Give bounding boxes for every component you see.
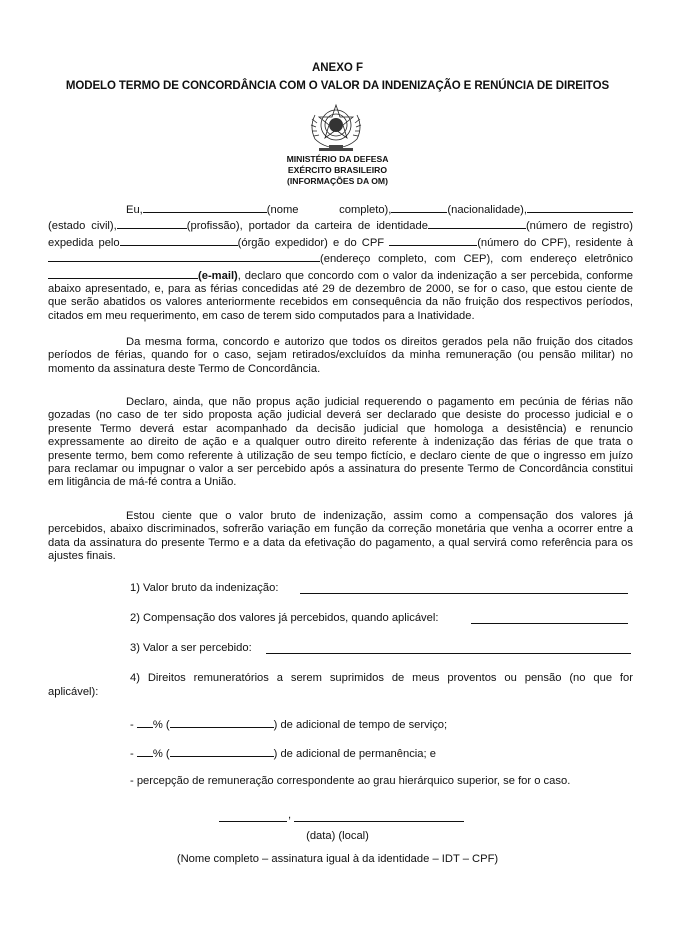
value-received-blank: [266, 653, 631, 654]
paragraph-declaration: Eu, (nome completo), (nacionalidade), (estado civil), (profissão), portador da carteira de identidade (número de registro) expedida pelo (órgão expedidor) e do CPF (número do CPF), residente à (endereço completo, com CEP), com endereço eletrônico(e-mail), declaro que concordo com o valor da indenização a ser percebida, conforme abaixo apresentado, e, para as férias concedidas até 29 de dezembro de 2000, se for o caso, que estou ciente de que serão abatidos os valores anteriormente recebidos em consequência da não fruição dos respectivos períodos, citados em meu requerimento, em caso de terem sido computados para a Inatividade.: [48, 201, 633, 323]
place-blank: [294, 821, 464, 822]
annex-title: ANEXO F: [311, 62, 364, 74]
org-army: EXÉRCITO BRASILEIRO: [287, 165, 388, 175]
paragraph-legal-declaration: Declaro, ainda, que não propus ação judicial requerendo o pagamento em pecúnia de férias não gozadas (no caso de ter sido proposta ação judicial deverá ser declarado que desiste do processo judicial e o presente Termo deverá estar acompanhado da decisão judicial que homologa a desistência) e renuncio expressamente ao direito de ação e a qualquer outro direito referente à indenização das férias de que trata o presente termo, bem como referente à utilização de seu tempo fictício, e declaro ciente de que o ingresso em juízo para reclamar ou impugnar o valor a ser percebido após a assinatura do presente Termo de Concordância constitui em litigância de má-fé contra a União.: [48, 396, 633, 489]
signature-name-label: (Nome completo – assinatura igual à da identidade – IDT – CPF): [176, 853, 499, 865]
date-blank: [219, 821, 287, 822]
higher-rank-remuneration: - percepção de remuneração correspondente ao grau hierárquico superior, se for o caso.: [130, 775, 571, 787]
date-place-label: (data) (local): [306, 830, 369, 842]
item-value-received: 3) Valor a ser percebido:: [130, 642, 252, 654]
item-compensation: 2) Compensação dos valores já percebidos, quando aplicável:: [130, 612, 439, 624]
item-gross-value: 1) Valor bruto da indenização:: [130, 582, 279, 594]
coat-of-arms-emblem: [305, 101, 367, 153]
item-rights-line2: aplicável):: [48, 686, 99, 698]
org-ministry: MINISTÉRIO DA DEFESA: [286, 154, 389, 164]
paragraph-monetary-correction: Estou ciente que o valor bruto de indenização, assim como a compensação dos valores já percebidos, abaixo discriminados, sofrerão variação em função da correção monetária que venha a ocorrer entre a data da assinatura do presente Termo e a data da efetivação do pagamento, a qual servirá como referência para os ajustes finais.: [48, 510, 633, 563]
item-rights-line1: 4) Direitos remuneratórios a serem suprimidos de meus proventos ou pensão (no que for: [130, 672, 633, 684]
document-title: MODELO TERMO DE CONCORDÂNCIA COM O VALOR DA INDENIZAÇÃO E RENÚNCIA DE DIREITOS: [65, 80, 610, 92]
compensation-blank: [471, 623, 628, 624]
gross-value-blank: [300, 593, 628, 594]
permanence-row: - % ( ) de adicional de permanência; e: [130, 745, 436, 760]
service-time-row: - % ( ) de adicional de tempo de serviço;: [130, 716, 447, 731]
org-om-info: (INFORMAÇÕES DA OM): [287, 176, 388, 186]
paragraph-authorization: Da mesma forma, concordo e autorizo que todos os direitos gerados pela não fruição dos citados períodos de férias, quando for o caso, sejam retirados/excluídos da minha remuneração (ou pensão militar) no momento da assinatura deste Termo de Concordância.: [48, 336, 633, 375]
date-place-comma: ,: [288, 809, 292, 821]
